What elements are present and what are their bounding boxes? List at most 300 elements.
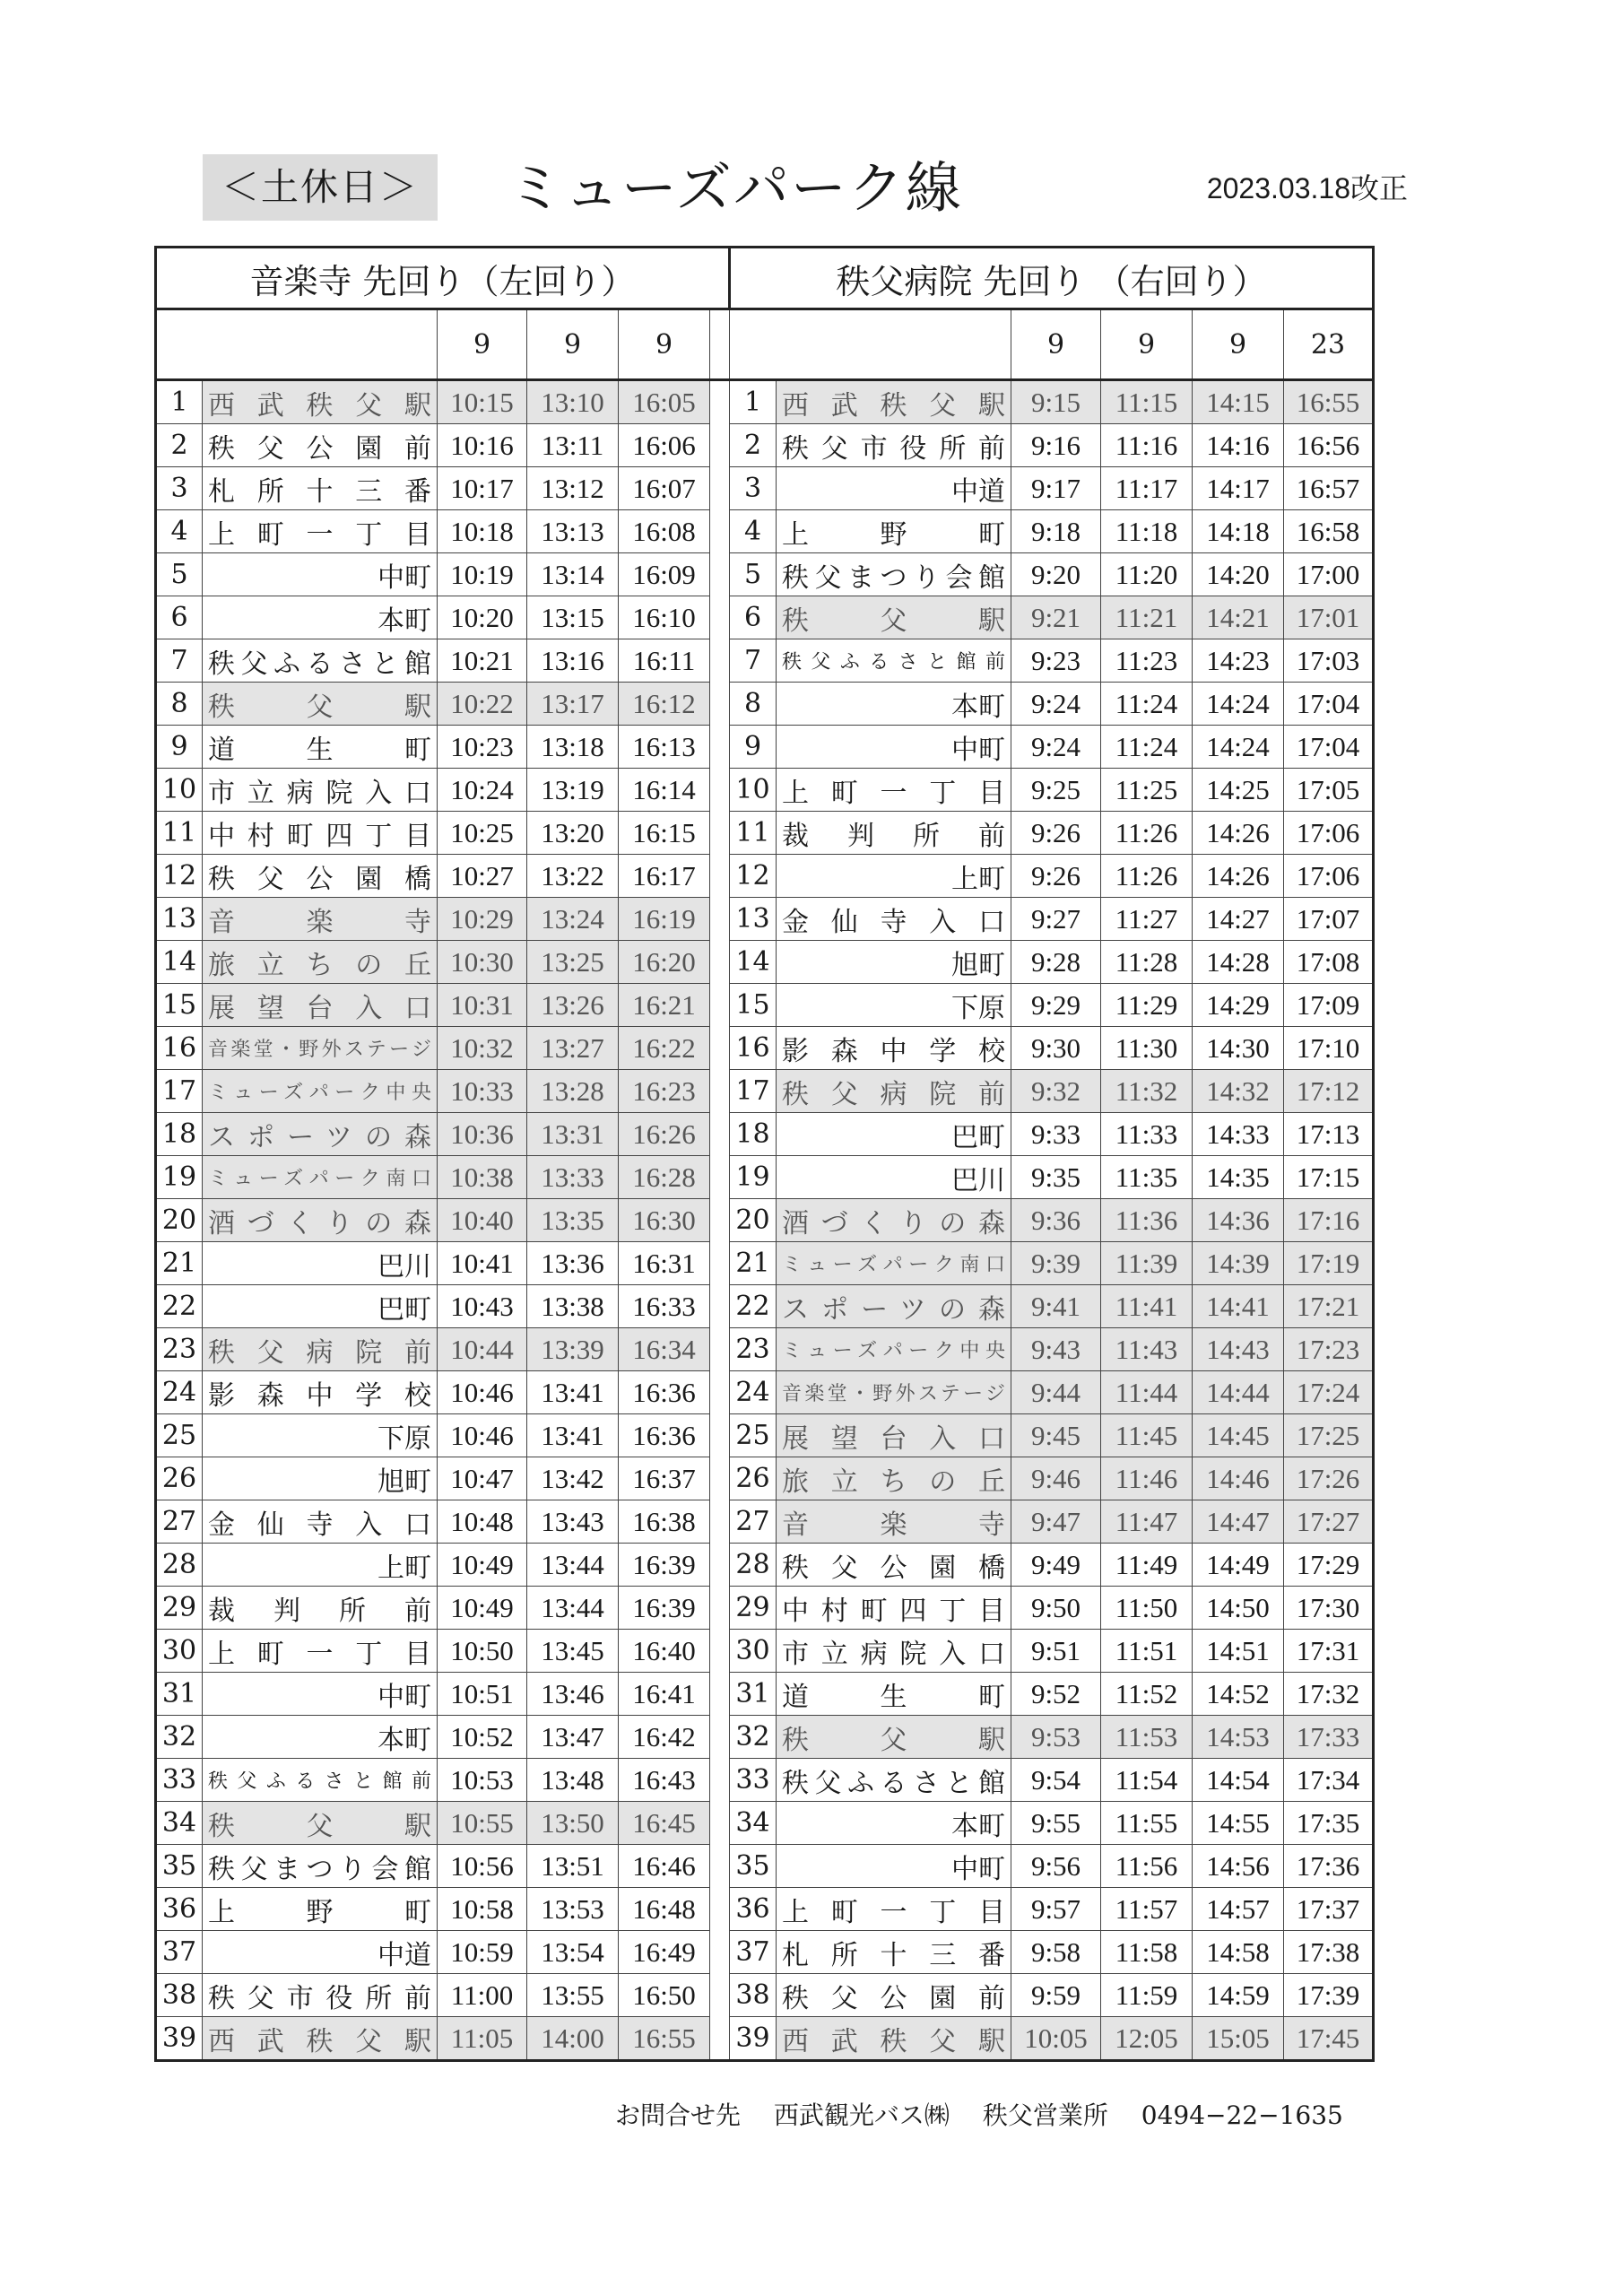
departure-time: 17:13 [1284,1113,1374,1156]
departure-time: 16:40 [619,1630,710,1673]
departure-time: 14:26 [1193,855,1284,898]
table-row [156,1630,1374,1673]
stop-label: 秩父公園前 [782,1982,1005,2014]
column-gap [710,1931,730,1974]
stop-name-right [777,683,1011,726]
stop-number: 29 [730,1587,777,1630]
departure-time: 13:55 [527,1974,619,2017]
departure-time: 13:45 [527,1630,619,1673]
departure-time: 9:35 [1011,1156,1101,1199]
departure-time: 16:46 [619,1845,710,1888]
table-row [156,812,1374,855]
stop-name-right [777,1113,1011,1156]
departure-time: 13:42 [527,1457,619,1500]
stop-name-left [203,941,438,984]
departure-time: 17:05 [1284,769,1374,812]
departure-time: 14:58 [1193,1931,1284,1974]
departure-time: 9:28 [1011,941,1101,984]
departure-time: 13:39 [527,1328,619,1371]
contact-label: お問合せ先 [615,2100,742,2130]
departure-time: 14:16 [1193,424,1284,467]
departure-time: 16:21 [619,984,710,1027]
departure-time: 16:11 [619,639,710,683]
stop-number: 14 [730,941,777,984]
departure-time: 9:16 [1011,424,1101,467]
stop-label: 巴川 [378,1250,431,1283]
departure-time: 11:21 [1101,596,1193,639]
table-row [156,1500,1374,1544]
departure-time: 13:50 [527,1802,619,1845]
stop-label: 下原 [951,992,1005,1024]
column-gap [710,984,730,1027]
contact-footer [615,2095,1422,2136]
stop-number: 36 [156,1888,203,1931]
departure-time: 11:49 [1101,1544,1193,1587]
stop-label: 秩父まつり会館 [208,1853,431,1885]
departure-time: 17:01 [1284,596,1374,639]
departure-time: 14:41 [1193,1285,1284,1328]
departure-time: 13:51 [527,1845,619,1888]
stop-number: 6 [730,596,777,639]
stop-name-left [203,1974,438,2017]
stop-label: 市立病院入口 [208,777,431,809]
stop-name-left [203,1544,438,1587]
departure-time: 11:59 [1101,1974,1193,2017]
departure-time: 13:14 [527,553,619,596]
column-gap [710,424,730,467]
departure-time: 11:26 [1101,812,1193,855]
departure-time: 13:27 [527,1027,619,1070]
day-type-badge: ＜土休日＞ [203,154,438,221]
stop-name-left [203,596,438,639]
stop-label: 巴町 [378,1293,431,1326]
departure-time: 10:19 [438,553,527,596]
departure-time: 17:36 [1284,1845,1374,1888]
departure-time: 17:03 [1284,639,1374,683]
departure-time: 10:49 [438,1587,527,1630]
departure-time: 17:33 [1284,1716,1374,1759]
departure-time: 14:53 [1193,1716,1284,1759]
page-title: ミューズパーク線 [508,155,963,221]
stop-number: 1 [156,380,203,424]
departure-time: 11:30 [1101,1027,1193,1070]
departure-time: 11:29 [1101,984,1193,1027]
stop-label: 秩父駅 [782,1724,1005,1756]
stop-name-left [203,1371,438,1414]
departure-time: 11:55 [1101,1802,1193,1845]
stop-name-left [203,1414,438,1457]
departure-time: 11:27 [1101,898,1193,941]
stop-number: 2 [156,424,203,467]
table-row [156,1673,1374,1716]
departure-time: 10:52 [438,1716,527,1759]
departure-time: 14:30 [1193,1027,1284,1070]
departure-time: 14:44 [1193,1371,1284,1414]
table-row [156,553,1374,596]
departure-time: 10:24 [438,769,527,812]
stop-number: 23 [156,1328,203,1371]
departure-time: 16:34 [619,1328,710,1371]
departure-time: 10:38 [438,1156,527,1199]
stop-number: 9 [730,726,777,769]
table-row [156,1113,1374,1156]
departure-time: 14:33 [1193,1113,1284,1156]
revision-date: 2023.03.18改正 [1206,172,1408,204]
departure-time: 17:09 [1284,984,1374,1027]
departure-time: 10:44 [438,1328,527,1371]
stop-name-left [203,1027,438,1070]
stop-label: ミューズパーク中央 [208,1082,431,1104]
direction-left-label: 音楽寺 先回り（左回り） [156,248,730,309]
stop-label: 音楽寺 [782,1509,1005,1541]
departure-time: 10:20 [438,596,527,639]
departure-time: 13:38 [527,1285,619,1328]
departure-time: 17:08 [1284,941,1374,984]
stop-number: 39 [156,2017,203,2061]
trip-header-row [156,309,1374,380]
departure-time: 17:21 [1284,1285,1374,1328]
column-gap [710,1845,730,1888]
departure-time: 14:15 [1193,380,1284,424]
trip-head: 9 [619,309,710,380]
departure-time: 11:44 [1101,1371,1193,1414]
departure-time: 16:43 [619,1759,710,1802]
stop-label: 音楽堂・野外ステージ [208,1039,431,1061]
departure-time: 10:17 [438,467,527,510]
stop-name-left [203,1802,438,1845]
departure-time: 14:20 [1193,553,1284,596]
stop-label: 展望台入口 [782,1422,1005,1455]
stop-name-left [203,1070,438,1113]
stop-label: 秩父市役所前 [782,432,1005,465]
stop-number: 30 [730,1630,777,1673]
stop-name-right [777,510,1011,553]
departure-time: 9:27 [1011,898,1101,941]
column-gap [710,1630,730,1673]
departure-time: 11:41 [1101,1285,1193,1328]
departure-time: 16:23 [619,1070,710,1113]
departure-time: 14:24 [1193,683,1284,726]
column-gap [710,309,730,380]
stop-label: 秩父ふるさと館前 [782,651,1005,674]
departure-time: 11:33 [1101,1113,1193,1156]
column-gap [710,1673,730,1716]
departure-time: 14:00 [527,2017,619,2061]
stop-number: 34 [730,1802,777,1845]
stop-name-right [777,1070,1011,1113]
stop-label: ミューズパーク南口 [208,1168,431,1190]
departure-time: 13:16 [527,639,619,683]
stop-label: 上町一丁目 [782,777,1005,809]
stop-name-right [777,596,1011,639]
departure-time: 14:47 [1193,1500,1284,1544]
stop-label: 秩父病院前 [782,1078,1005,1110]
departure-time: 13:22 [527,855,619,898]
stop-label: 本町 [378,1724,431,1756]
table-row [156,467,1374,510]
departure-time: 17:34 [1284,1759,1374,1802]
departure-time: 16:26 [619,1113,710,1156]
column-gap [710,812,730,855]
departure-time: 17:29 [1284,1544,1374,1587]
stop-label: 本町 [951,1810,1005,1842]
column-gap [710,1328,730,1371]
departure-time: 10:46 [438,1414,527,1457]
departure-time: 10:48 [438,1500,527,1544]
departure-time: 16:57 [1284,467,1374,510]
table-row [156,1716,1374,1759]
departure-time: 17:23 [1284,1328,1374,1371]
stop-name-right [777,898,1011,941]
departure-time: 16:42 [619,1716,710,1759]
departure-time: 16:45 [619,1802,710,1845]
departure-time: 9:54 [1011,1759,1101,1802]
stop-name-right [777,1242,1011,1285]
departure-time: 9:36 [1011,1199,1101,1242]
stop-name-left [203,683,438,726]
departure-time: 14:18 [1193,510,1284,553]
stop-label: 影森中学校 [782,1035,1005,1067]
departure-time: 16:05 [619,380,710,424]
departure-time: 10:56 [438,1845,527,1888]
departure-time: 10:55 [438,1802,527,1845]
stop-label: ミューズパーク中央 [782,1340,1005,1362]
stop-name-left [203,1285,438,1328]
stop-name-left [203,1759,438,1802]
stop-number: 20 [730,1199,777,1242]
table-row [156,855,1374,898]
stop-number: 38 [730,1974,777,2017]
column-gap [710,683,730,726]
stop-number: 5 [156,553,203,596]
stop-number: 22 [730,1285,777,1328]
table-row [156,941,1374,984]
departure-time: 11:05 [438,2017,527,2061]
stop-label: 中町 [378,561,431,594]
stop-name-left [203,1716,438,1759]
departure-time: 11:26 [1101,855,1193,898]
stop-name-right [777,1027,1011,1070]
stop-name-left [203,1888,438,1931]
stop-name-left [203,855,438,898]
departure-time: 14:28 [1193,941,1284,984]
stop-number: 16 [730,1027,777,1070]
departure-time: 13:25 [527,941,619,984]
stop-number: 19 [730,1156,777,1199]
departure-time: 17:19 [1284,1242,1374,1285]
stop-label: スポーツの森 [782,1293,1005,1326]
departure-time: 9:20 [1011,553,1101,596]
departure-time: 17:45 [1284,2017,1374,2061]
stop-label: 上町一丁目 [208,518,431,551]
departure-time: 15:05 [1193,2017,1284,2061]
stop-label: 影森中学校 [208,1379,431,1412]
departure-time: 13:48 [527,1759,619,1802]
stop-name-left [203,1113,438,1156]
stop-number: 33 [156,1759,203,1802]
stop-name-left [203,812,438,855]
departure-time: 11:00 [438,1974,527,2017]
stop-name-left [203,984,438,1027]
departure-time: 9:47 [1011,1500,1101,1544]
departure-time: 16:39 [619,1587,710,1630]
departure-time: 10:58 [438,1888,527,1931]
stop-label: 道生町 [208,734,431,766]
departure-time: 16:14 [619,769,710,812]
departure-time: 16:37 [619,1457,710,1500]
stop-name-left [203,1156,438,1199]
departure-time: 17:31 [1284,1630,1374,1673]
stop-name-left [203,1457,438,1500]
stop-label: 裁判所前 [208,1595,431,1627]
departure-time: 9:15 [1011,380,1101,424]
stop-name-right [777,726,1011,769]
stop-number: 25 [156,1414,203,1457]
departure-time: 16:13 [619,726,710,769]
departure-time: 10:43 [438,1285,527,1328]
departure-time: 17:15 [1284,1156,1374,1199]
departure-time: 11:50 [1101,1587,1193,1630]
column-gap [710,1544,730,1587]
stop-number: 35 [730,1845,777,1888]
stop-label: 中町 [951,734,1005,766]
departure-time: 13:13 [527,510,619,553]
column-gap [710,1156,730,1199]
stop-number: 8 [156,683,203,726]
departure-time: 17:37 [1284,1888,1374,1931]
stop-name-left [203,1931,438,1974]
stop-name-right [777,467,1011,510]
stop-name-right [777,984,1011,1027]
stop-number: 13 [156,898,203,941]
departure-time: 16:56 [1284,424,1374,467]
stop-label: 中村町四丁目 [208,820,431,852]
departure-time: 9:18 [1011,510,1101,553]
stop-number: 17 [156,1070,203,1113]
departure-time: 13:15 [527,596,619,639]
stop-number: 12 [156,855,203,898]
departure-time: 14:24 [1193,726,1284,769]
stop-label: 展望台入口 [208,992,431,1024]
departure-time: 13:31 [527,1113,619,1156]
stop-name-right [777,1199,1011,1242]
departure-time: 17:38 [1284,1931,1374,1974]
stop-number: 3 [156,467,203,510]
departure-time: 13:44 [527,1544,619,1587]
stop-label: 秩父公園前 [208,432,431,465]
column-gap [710,467,730,510]
stop-number: 18 [156,1113,203,1156]
departure-time: 10:05 [1011,2017,1101,2061]
departure-time: 17:06 [1284,812,1374,855]
stop-name-left [203,467,438,510]
stop-label: 音楽寺 [208,906,431,938]
stop-label: 上町 [378,1552,431,1584]
stop-label: 上野町 [782,518,1005,551]
departure-time: 9:51 [1011,1630,1101,1673]
departure-time: 17:10 [1284,1027,1374,1070]
departure-time: 13:19 [527,769,619,812]
departure-time: 9:57 [1011,1888,1101,1931]
departure-time: 13:41 [527,1371,619,1414]
departure-time: 10:16 [438,424,527,467]
departure-time: 9:32 [1011,1070,1101,1113]
departure-time: 11:35 [1101,1156,1193,1199]
departure-time: 11:45 [1101,1414,1193,1457]
departure-time: 14:17 [1193,467,1284,510]
departure-time: 10:23 [438,726,527,769]
stop-label: 旅立ちの丘 [208,949,431,981]
stop-label: 秩父駅 [208,1810,431,1842]
departure-time: 14:27 [1193,898,1284,941]
departure-time: 11:51 [1101,1630,1193,1673]
departure-time: 10:46 [438,1371,527,1414]
stop-label: 本町 [378,604,431,637]
departure-time: 17:04 [1284,726,1374,769]
stop-label: 中道 [378,1939,431,1971]
stop-name-left [203,510,438,553]
departure-time: 14:57 [1193,1888,1284,1931]
departure-time: 14:59 [1193,1974,1284,2017]
departure-time: 17:12 [1284,1070,1374,1113]
departure-time: 16:48 [619,1888,710,1931]
stop-label: 金仙寺入口 [208,1509,431,1541]
stop-label: 旭町 [951,949,1005,981]
departure-time: 16:33 [619,1285,710,1328]
table-row [156,510,1374,553]
table-row [156,1802,1374,1845]
stop-label: 秩父駅 [782,604,1005,637]
stop-name-right [777,1630,1011,1673]
departure-time: 9:24 [1011,726,1101,769]
departure-time: 13:17 [527,683,619,726]
departure-time: 13:43 [527,1500,619,1544]
stop-name-left [203,726,438,769]
stop-name-left [203,1587,438,1630]
stop-name-left [203,769,438,812]
departure-time: 13:41 [527,1414,619,1457]
stop-label: 酒づくりの森 [208,1207,431,1239]
departure-time: 17:16 [1284,1199,1374,1242]
stop-number: 27 [156,1500,203,1544]
stop-number: 8 [730,683,777,726]
stop-number: 22 [156,1285,203,1328]
stop-name-right [777,1888,1011,1931]
table-row [156,1888,1374,1931]
departure-time: 10:47 [438,1457,527,1500]
stop-label: 秩父公園橋 [208,863,431,895]
stop-name-right [777,812,1011,855]
column-gap [710,1113,730,1156]
stop-name-left [203,1500,438,1544]
departure-time: 17:04 [1284,683,1374,726]
column-gap [710,596,730,639]
departure-time: 9:30 [1011,1027,1101,1070]
stop-name-right [777,2017,1011,2061]
column-gap [710,553,730,596]
departure-time: 16:38 [619,1500,710,1544]
stop-number: 31 [730,1673,777,1716]
departure-time: 11:20 [1101,553,1193,596]
departure-time: 12:05 [1101,2017,1193,2061]
direction-right-label: 秩父病院 先回り （右回り） [730,248,1374,309]
departure-time: 13:20 [527,812,619,855]
table-row [156,1328,1374,1371]
stop-label: 巴川 [951,1164,1005,1196]
departure-time: 9:25 [1011,769,1101,812]
stop-number: 4 [730,510,777,553]
departure-time: 11:46 [1101,1457,1193,1500]
